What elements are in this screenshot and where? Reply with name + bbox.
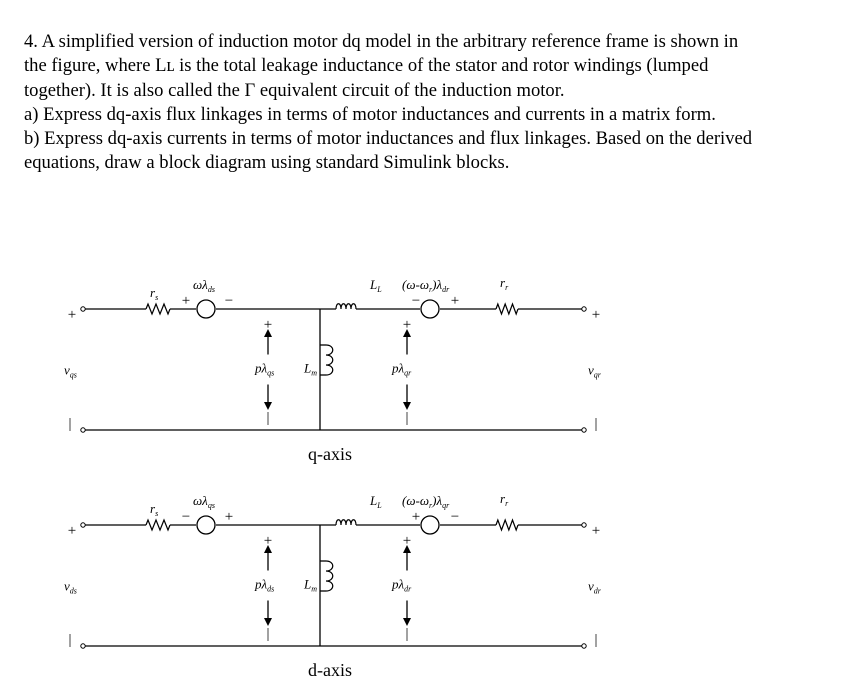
emf-sign: + bbox=[411, 509, 421, 525]
stator-voltage-label: $v_{ds}$ bbox=[64, 578, 77, 596]
stator-resistor bbox=[146, 520, 170, 530]
input-plus-sign: + bbox=[67, 523, 77, 539]
emf-sign: − bbox=[450, 509, 460, 525]
problem-line: b) Express dq-axis currents in terms of motor inductances and flux linkages. Based on the derived bbox=[24, 128, 753, 150]
input-terminal-top bbox=[81, 523, 85, 527]
leakage-inductor bbox=[336, 304, 356, 309]
rotor-emf-label: $(\omega-\omega_r)\lambda_{dr}$ bbox=[402, 277, 450, 294]
problem-line: 4. A simplified version of induction motor dq model in the arbitrary reference frame is shown in bbox=[24, 31, 739, 52]
magnetizing-inductance-label: $L_m$ bbox=[304, 360, 318, 378]
output-terminal-bottom bbox=[582, 644, 586, 648]
input-terminal-bottom bbox=[81, 428, 85, 432]
stator-speed-voltage-source bbox=[197, 516, 215, 534]
problem-line: together). It is also called the Γ equivalent circuit of the induction motor. bbox=[24, 79, 565, 101]
plus-sign: + bbox=[263, 317, 273, 333]
input-minus-sign: | bbox=[68, 416, 72, 432]
axis-label: d-axis bbox=[308, 660, 352, 680]
leakage-inductance-label: $L_L$ bbox=[370, 277, 382, 294]
rotor-resistance-label: $r_r$ bbox=[500, 275, 509, 292]
problem-line: equations, draw a block diagram using standard Simulink blocks. bbox=[24, 152, 510, 174]
rotor-speed-voltage-source bbox=[421, 300, 439, 318]
input-terminal-bottom bbox=[81, 644, 85, 648]
output-terminal-bottom bbox=[582, 428, 586, 432]
emf-sign: − bbox=[181, 509, 191, 525]
magnetizing-inductance-label: $L_m$ bbox=[304, 576, 318, 594]
magnetizing-inductor bbox=[326, 345, 333, 375]
rotor-voltage-label: $v_{qr}$ bbox=[588, 362, 601, 380]
emf-sign: − bbox=[411, 293, 421, 309]
stator-emf-label: $\omega\lambda_{qs}$ bbox=[193, 493, 215, 510]
output-terminal-top bbox=[582, 307, 586, 311]
output-plus-sign: + bbox=[591, 307, 601, 323]
rotor-resistor bbox=[496, 520, 518, 530]
emf-sign: + bbox=[181, 293, 191, 309]
plus-sign: + bbox=[402, 317, 412, 333]
rotor-voltage-label: $v_{dr}$ bbox=[588, 578, 601, 596]
input-minus-sign: | bbox=[68, 632, 72, 648]
leakage-inductor bbox=[336, 520, 356, 525]
input-terminal-top bbox=[81, 307, 85, 311]
rotor-resistor bbox=[496, 304, 518, 314]
output-terminal-top bbox=[582, 523, 586, 527]
input-plus-sign: + bbox=[67, 307, 77, 323]
rotor-emf-label: $(\omega-\omega_r)\lambda_{qr}$ bbox=[402, 493, 450, 510]
emf-sign: − bbox=[224, 293, 234, 309]
stator-resistance-label: $r_s$ bbox=[150, 285, 159, 302]
problem-line: a) Express dq-axis flux linkages in terms of motor inductances and currents in a matrix form. bbox=[24, 103, 716, 125]
leakage-inductance-label: $L_L$ bbox=[370, 493, 382, 510]
stator-voltage-label: $v_{qs}$ bbox=[64, 362, 77, 380]
plus-sign: + bbox=[402, 533, 412, 549]
rotor-resistance-label: $r_r$ bbox=[500, 491, 509, 508]
emf-sign: + bbox=[224, 509, 234, 525]
stator-speed-voltage-source bbox=[197, 300, 215, 318]
minus-sign: | bbox=[405, 626, 409, 642]
axis-label: q-axis bbox=[308, 444, 352, 464]
magnetizing-inductor bbox=[326, 561, 333, 591]
rotor-flux-emf-label: $p\lambda_{qr}$ bbox=[392, 360, 412, 378]
output-plus-sign: + bbox=[591, 523, 601, 539]
magnetizing-emf-label: $p\lambda_{ds}$ bbox=[255, 576, 275, 594]
minus-sign: | bbox=[266, 410, 270, 426]
stator-emf-label: $\omega\lambda_{ds}$ bbox=[193, 277, 215, 294]
emf-sign: + bbox=[450, 293, 460, 309]
stator-resistance-label: $r_s$ bbox=[150, 501, 159, 518]
minus-sign: | bbox=[266, 626, 270, 642]
rotor-flux-emf-label: $p\lambda_{dr}$ bbox=[392, 576, 412, 594]
output-minus-sign: | bbox=[594, 632, 598, 648]
problem-line: the figure, where Lʟ is the total leakage inductance of the stator and rotor windings (lumped bbox=[24, 55, 709, 77]
plus-sign: + bbox=[263, 533, 273, 549]
d-axis-circuit bbox=[64, 491, 602, 680]
magnetizing-emf-label: $p\lambda_{qs}$ bbox=[255, 360, 275, 378]
rotor-speed-voltage-source bbox=[421, 516, 439, 534]
minus-sign: | bbox=[405, 410, 409, 426]
q-axis-circuit bbox=[64, 275, 602, 464]
output-minus-sign: | bbox=[594, 416, 598, 432]
stator-resistor bbox=[146, 304, 170, 314]
